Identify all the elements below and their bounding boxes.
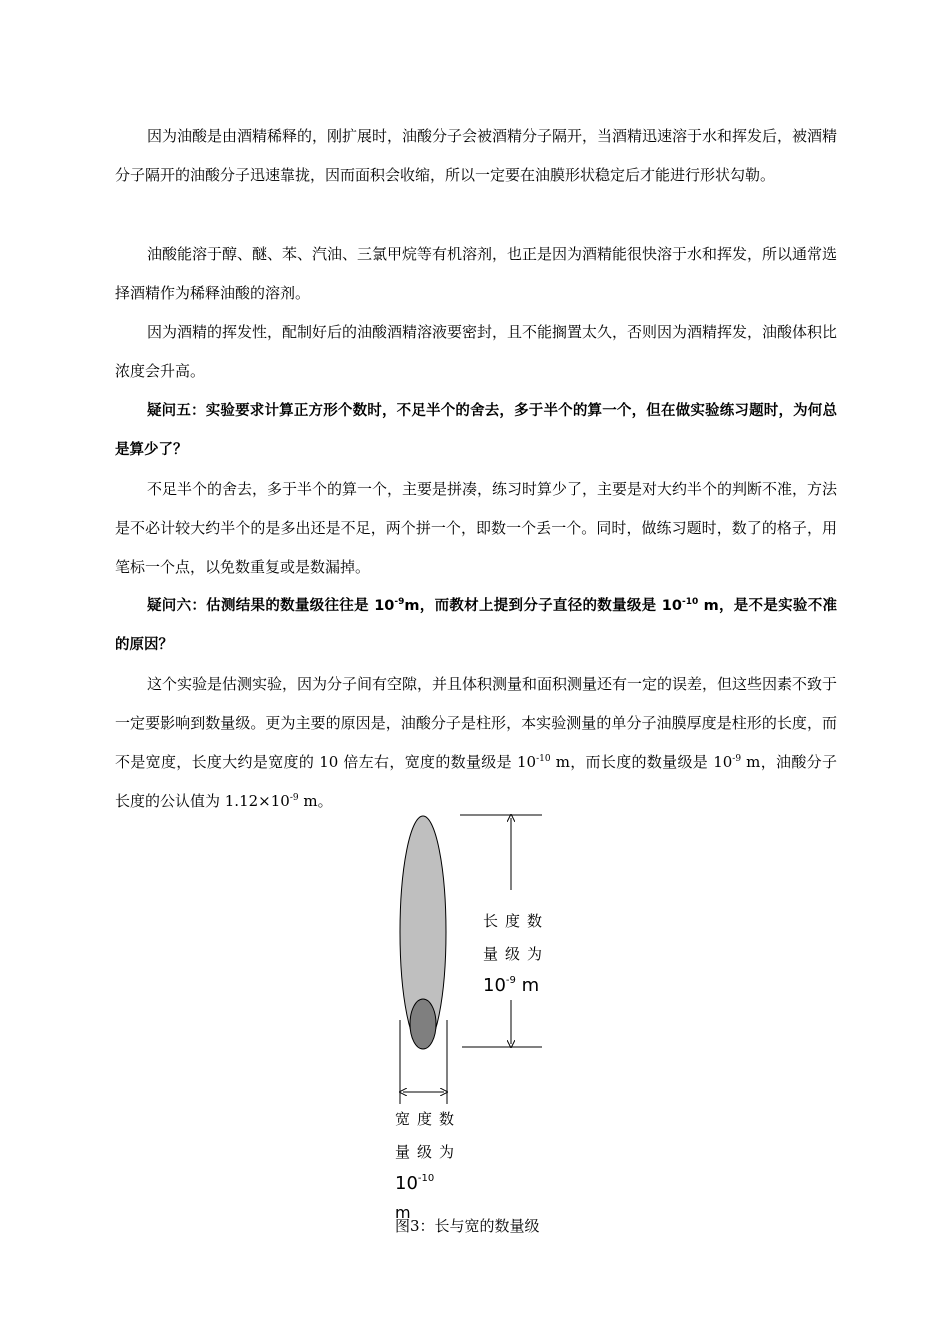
answer-six: 这个实验是估测实验，因为分子间有空隙，并且体积测量和面积测量还有一定的误差，但这些因素不致于一定要影响到数量级。更为主要的原因是，油酸分子是柱形，本实验测量的单分子油膜厚度是柱形的长度，而不是宽度，长度大约是宽度的 10 倍左右，宽度的数量级是 $10^{-10}$ m，而长度的数量级是 $10^{-9}$ m，油酸分子长度的公认值为 $1.12\times 10^{-9}$ m。 (115, 675, 838, 810)
question-five: 疑问五：实验要求计算正方形个数时，不足半个的舍去，多于半个的算一个，但在做实验练习题时，为何总是算少了？ (115, 403, 837, 458)
molecule-body (400, 816, 446, 1048)
width-unit: m (395, 1203, 411, 1222)
paragraph-seal-solution: 因为酒精的挥发性，配制好后的油酸酒精溶液要密封，且不能搁置太久，否则因为酒精挥发，油酸体积比浓度会升高。 (115, 323, 838, 380)
width-label-line2: 量级为 (395, 1143, 462, 1161)
figure-caption: 图3：长与宽的数量级 (395, 1217, 540, 1235)
length-label-line2: 量级为 (483, 945, 550, 963)
paragraph-evaporation-shrink: 因为油酸是由酒精稀释的，刚扩展时，油酸分子会被酒精分子隔开，当酒精迅速溶于水和挥发后，被酒精分子隔开的油酸分子迅速靠拢，因而面积会收缩，所以一定要在油膜形状稳定后才能进行形状勾勒。 (115, 127, 838, 184)
length-value: $10^{-9}$ m (483, 975, 540, 996)
molecule-head (410, 999, 436, 1049)
width-value: $10^{-10}$ (395, 1173, 435, 1194)
question-six: 疑问六：估测结果的数量级往往是 $10^{-9}m$，而教材上提到分子直径的数量级是 $10^{-10}$ m，是不是实验不准的原因？ (115, 597, 838, 653)
answer-five: 不足半个的舍去，多于半个的算一个，主要是拼凑，练习时算少了，主要是对大约半个的判断不准，方法是不必计较大约半个的是多出还是不足，两个拼一个，即数一个丢一个。同时，做练习题时，数了的格子，用笔标一个点，以免数重复或是数漏掉。 (115, 480, 838, 576)
width-label-line1: 宽度数 (395, 1110, 462, 1128)
length-label-line1: 长度数 (483, 912, 550, 930)
paragraph-solvent: 油酸能溶于醇、醚、苯、汽油、三氯甲烷等有机溶剂，也正是因为酒精能很快溶于水和挥发，所以通常选择酒精作为稀释油酸的溶剂。 (115, 245, 838, 302)
